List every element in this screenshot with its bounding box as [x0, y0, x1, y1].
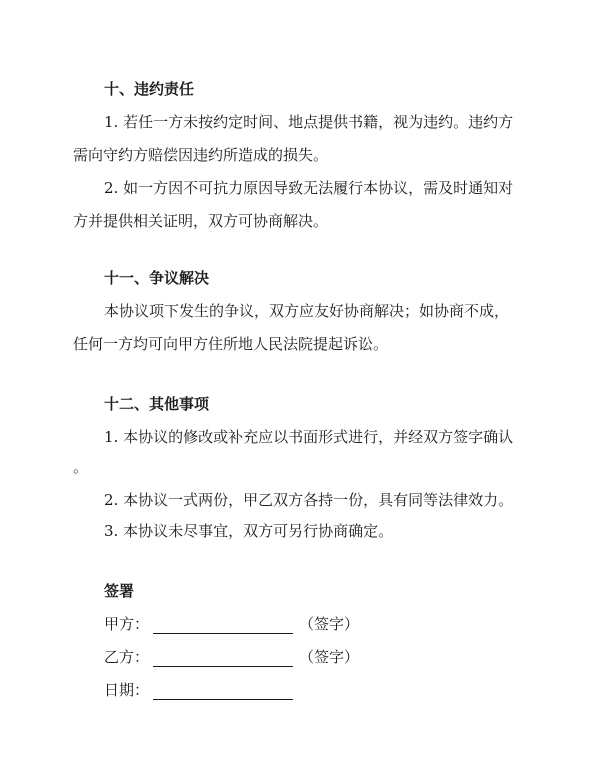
signature-heading: 签署	[104, 582, 135, 600]
breach-clause-2-line-2: 方并提供相关证明，双方可协商解决。	[73, 212, 329, 230]
date-label: 日期：	[104, 681, 150, 699]
party-b-signature-line[interactable]	[153, 650, 293, 667]
party-a-label: 甲方：	[104, 615, 150, 633]
breach-clause-1-line-1: 1. 若任一方未按约定时间、地点提供书籍，视为违约。违约方	[104, 113, 514, 131]
breach-clause-2-line-1: 2. 如一方因不可抗力原因导致无法履行本协议，需及时通知对	[104, 179, 514, 197]
date-line[interactable]	[153, 683, 293, 700]
party-a-signature-row	[104, 614, 359, 634]
section-heading-other: 十二、其他事项	[104, 395, 210, 413]
breach-clause-1-line-2: 需向守约方赔偿因违约所造成的损失。	[73, 146, 329, 164]
section-heading-breach: 十、违约责任	[104, 80, 195, 98]
section-heading-dispute: 十一、争议解决	[104, 269, 210, 287]
other-clause-1-line-1: 1. 本协议的修改或补充应以书面形式进行，并经双方签字确认	[104, 428, 514, 446]
dispute-text-line-2: 任何一方均可向甲方住所地人民法院提起诉讼。	[73, 335, 389, 353]
other-clause-1-line-2: 。	[73, 458, 89, 476]
other-clause-2: 2. 本协议一式两份，甲乙双方各持一份，具有同等法律效力。	[104, 491, 514, 509]
party-b-label: 乙方：	[104, 648, 150, 666]
party-b-signature-row	[104, 647, 359, 667]
party-a-sign-note: （签字）	[299, 615, 360, 633]
date-row	[104, 680, 299, 700]
party-b-sign-note: （签字）	[299, 648, 360, 666]
party-a-signature-line[interactable]	[153, 617, 293, 634]
dispute-text-line-1: 本协议项下发生的争议，双方应友好协商解决；如协商不成，	[104, 302, 510, 320]
other-clause-3: 3. 本协议未尽事宜，双方可另行协商确定。	[104, 522, 394, 540]
